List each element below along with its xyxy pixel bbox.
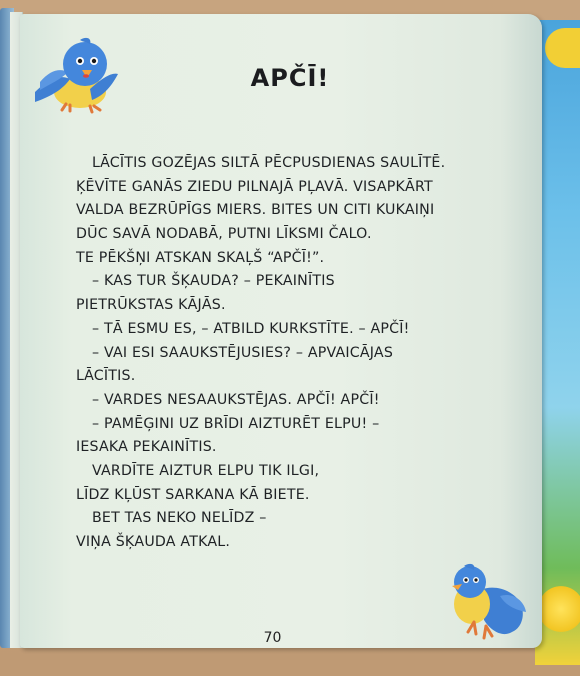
story-line: VARDĪTE AIZTUR ELPU TIK ILGI, xyxy=(92,462,320,479)
story-line: VIŅA ŠĶAUDA ATKAL. xyxy=(76,534,231,550)
story-line: – VAI ESI SAAUKSTĒJUSIES? – APVAICĀJAS xyxy=(92,344,394,361)
story-line: LĀCĪTIS. xyxy=(76,368,136,385)
story-text xyxy=(76,152,496,555)
story-line: IESAKA PEKAINĪTIS. xyxy=(76,439,217,456)
story-line: PIETRŪKSTAS KĀJĀS. xyxy=(76,297,226,314)
story-line: ĶĒVĪTE GANĀS ZIEDU PILNAJĀ PĻAVĀ. VISAPKĀRT xyxy=(76,178,433,195)
story-line: – PAMĒĢINI UZ BRĪDI AIZTURĒT ELPU! – xyxy=(92,415,380,432)
story-line: TE PĒKŠŅI ATSKAN SKAĻŠ “APČĪ!”. xyxy=(76,249,325,266)
page-number: 70 xyxy=(263,630,282,646)
story-line: – TĀ ESMU ES, – ATBILD KURKSTĪTE. – APČĪ! xyxy=(92,320,410,337)
flower-illustration xyxy=(541,585,580,645)
story-line: LĪDZ KĻŪST SARKANA KĀ BIETE. xyxy=(76,486,310,503)
story-line: BET TAS NEKO NELĪDZ – xyxy=(92,510,267,527)
story-line: DŪC SAVĀ NODABĀ, PUTNI LĪKSMI ČALO. xyxy=(76,226,372,243)
story-line: – KAS TUR ŠĶAUDA? – PEKAINĪTIS xyxy=(92,273,335,290)
story-title: APČĪ! xyxy=(250,64,330,92)
story-line: VALDA BEZRŪPĪGS MIERS. BITES UN CITI KUKAIŅI xyxy=(76,202,435,219)
story-line: LĀCĪTIS GOZĒJAS SILTĀ PĒCPUSDIENAS SAULĪTĒ. xyxy=(92,155,446,171)
story-line: – VARDES NESAAUKSTĒJAS. APČĪ! APČĪ! xyxy=(92,391,380,408)
page-edge-decoration xyxy=(545,28,580,68)
